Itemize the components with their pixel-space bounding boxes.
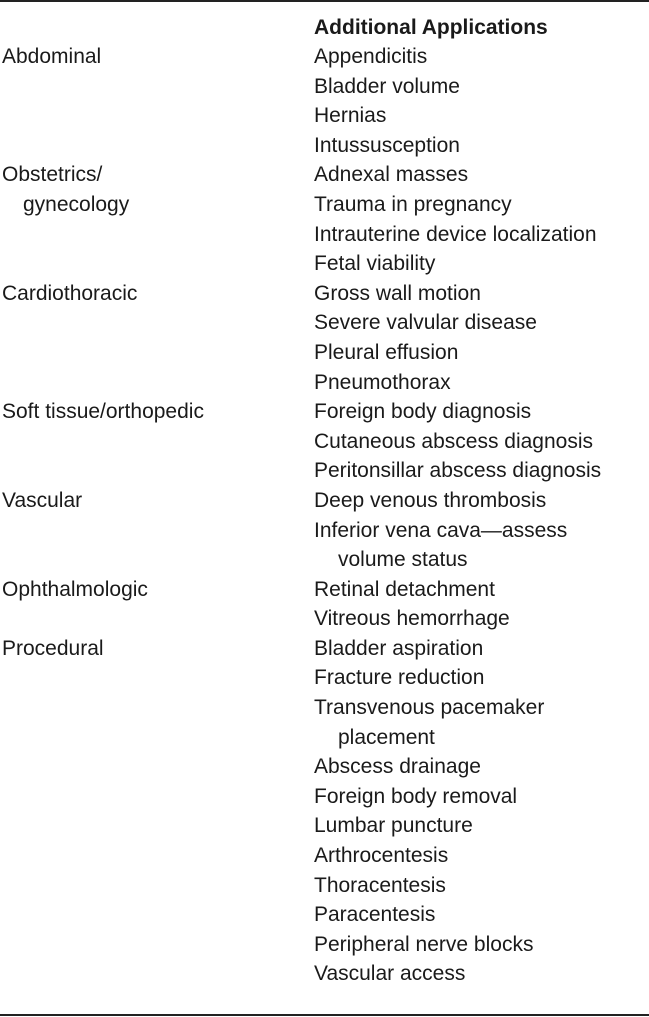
table-bottom-rule	[0, 1014, 649, 1016]
table-top-rule	[0, 0, 649, 2]
table-row	[0, 486, 649, 575]
application-label: Intrauterine device localization	[314, 222, 597, 246]
application-label: Trauma in pregnancy	[314, 192, 512, 216]
application-item	[314, 279, 649, 309]
application-label: Hernias	[314, 104, 387, 128]
category-cell	[0, 634, 314, 989]
application-label: Gross wall motion	[314, 281, 481, 305]
table-row	[0, 160, 649, 278]
application-label: Pleural effusion	[314, 340, 459, 364]
application-item	[314, 752, 649, 782]
application-item	[314, 782, 649, 812]
application-label: Fetal viability	[314, 252, 436, 276]
category-label: Procedural	[2, 636, 104, 660]
application-label: Foreign body diagnosis	[314, 400, 532, 424]
application-item	[314, 427, 649, 457]
category-cell	[0, 575, 314, 634]
application-label: Fracture reduction	[314, 666, 485, 690]
category-label: Vascular	[2, 488, 83, 512]
application-item	[314, 190, 649, 220]
category-cell	[0, 397, 314, 486]
application-item	[314, 220, 649, 250]
applications-cell	[314, 575, 649, 634]
application-label: Bladder aspiration	[314, 636, 484, 660]
application-item	[314, 368, 649, 398]
application-label: Bladder volume	[314, 74, 460, 98]
application-label: Abscess drainage	[314, 755, 481, 779]
application-item	[314, 308, 649, 338]
application-label: Transvenous pacemaker	[314, 696, 545, 720]
application-item	[314, 486, 649, 516]
application-label: Adnexal masses	[314, 163, 469, 187]
application-item	[314, 604, 649, 634]
application-item	[314, 42, 649, 72]
application-item	[314, 131, 649, 161]
application-label: Peritonsillar abscess diagnosis	[314, 459, 602, 483]
table-row	[0, 42, 649, 160]
application-item	[314, 160, 649, 190]
application-label: Retinal detachment	[314, 577, 495, 601]
applications-cell	[314, 634, 649, 989]
application-item	[314, 900, 649, 930]
application-item	[314, 397, 649, 427]
applications-cell	[314, 486, 649, 575]
category-label: Cardiothoracic	[2, 281, 138, 305]
application-item	[314, 101, 649, 131]
application-item	[314, 249, 649, 279]
applications-cell	[314, 160, 649, 278]
category-label: Obstetrics/	[2, 163, 103, 187]
applications-cell	[314, 42, 649, 160]
category-label: Soft tissue/orthopedic	[2, 400, 204, 424]
application-item	[314, 456, 649, 486]
applications-table	[0, 42, 649, 989]
table-row	[0, 575, 649, 634]
category-cell	[0, 42, 314, 160]
application-item	[314, 871, 649, 901]
table-row	[0, 397, 649, 486]
category-label: gynecology	[23, 192, 130, 216]
application-item	[314, 338, 649, 368]
category-cell	[0, 279, 314, 397]
application-label: Severe valvular disease	[314, 311, 537, 335]
application-label: Inferior vena cava—assess	[314, 518, 568, 542]
application-label: Thoracentesis	[314, 873, 446, 897]
application-label: Paracentesis	[314, 903, 436, 927]
application-item	[314, 516, 649, 575]
applications-cell	[314, 279, 649, 397]
application-label: Lumbar puncture	[314, 814, 473, 838]
application-label: Arthrocentesis	[314, 844, 449, 868]
application-label: Deep venous thrombosis	[314, 488, 547, 512]
table-row	[0, 279, 649, 397]
application-label: Cutaneous abscess diagnosis	[314, 429, 594, 453]
table-row	[0, 634, 649, 989]
application-label: Peripheral nerve blocks	[314, 932, 534, 956]
application-label: Pneumothorax	[314, 370, 451, 394]
application-label: Vitreous hemorrhage	[314, 607, 510, 631]
application-item	[314, 575, 649, 605]
application-item	[314, 72, 649, 102]
category-cell	[0, 160, 314, 278]
application-label: volume status	[338, 548, 468, 572]
application-item	[314, 959, 649, 989]
application-item	[314, 693, 649, 752]
application-item	[314, 841, 649, 871]
application-label: Foreign body removal	[314, 784, 518, 808]
application-label: placement	[338, 725, 435, 749]
application-label: Intussusception	[314, 133, 460, 157]
application-item	[314, 930, 649, 960]
application-item	[314, 811, 649, 841]
category-label: Ophthalmologic	[2, 577, 148, 601]
application-label: Appendicitis	[314, 45, 428, 68]
application-item	[314, 634, 649, 664]
category-label: Abdominal	[2, 45, 102, 68]
applications-cell	[314, 397, 649, 486]
application-item	[314, 663, 649, 693]
column-header-additional-applications: Additional Applications	[314, 16, 548, 39]
application-label: Vascular access	[314, 962, 466, 986]
category-cell	[0, 486, 314, 575]
